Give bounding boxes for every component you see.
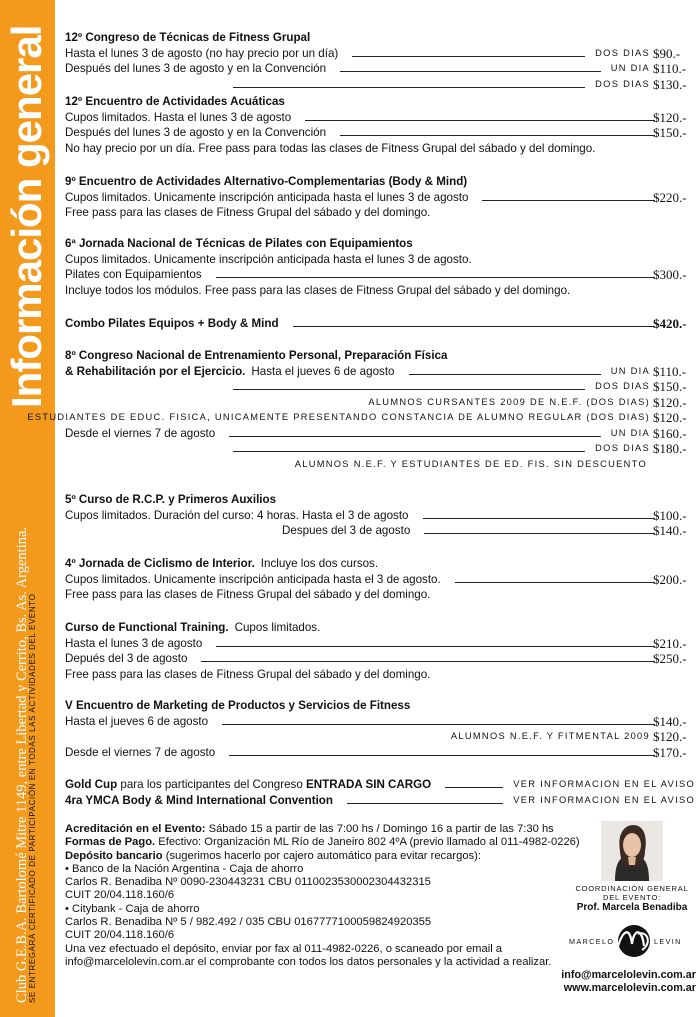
event-title-line	[65, 236, 695, 252]
event-block	[65, 174, 695, 221]
price-row	[65, 508, 695, 524]
sidebar-title: Información general	[3, 25, 50, 408]
sidebar	[0, 0, 55, 1017]
price-row	[65, 745, 695, 761]
gold-mid: para los participantes del Congreso	[117, 778, 307, 791]
leader-rule	[305, 120, 655, 121]
price-row	[65, 651, 695, 667]
day-tag: UN DIA	[610, 427, 650, 438]
event-title-cont: & Rehabilitación por el Ejercicio.	[65, 364, 246, 378]
event-title-line	[65, 348, 695, 364]
event-block	[65, 556, 695, 603]
price: $150.-	[653, 125, 687, 140]
venue-address: Club G.E.B.A. Bartolomé Mitre 1149, entre Libertad y Cerrito, Bs. As. Argentina.	[14, 526, 30, 1003]
price: $130.-	[653, 76, 687, 92]
day-tag: UN DIA	[610, 63, 650, 73]
price-row	[65, 283, 695, 299]
event-title: 4º Jornada de Ciclismo de Interior.	[65, 557, 255, 570]
leader-rule	[455, 582, 655, 583]
leader-rule	[233, 451, 585, 452]
leader-rule	[222, 724, 655, 725]
see-ad-tag: VER INFORMACION EN EL AVISO	[513, 795, 695, 805]
price-row	[65, 636, 695, 652]
leader-rule	[423, 518, 656, 519]
event-title-line	[65, 364, 695, 380]
event-title: V Encuentro de Marketing de Productos y Servicios de Fitness	[65, 699, 411, 712]
gold-title: Gold Cup	[65, 778, 118, 791]
price-row	[65, 141, 695, 157]
coordinator-photo	[601, 821, 663, 881]
event-title: 8º Congreso Nacional de Entrenamiento Personal, Preparación Física	[65, 349, 448, 362]
event-title: 5º Curso de R.C.P. y Primeros Auxilios	[65, 493, 277, 506]
event-title-note: Incluye los dos cursos.	[260, 557, 379, 570]
day-tag: DOS DIAS	[595, 443, 650, 453]
price-row	[65, 714, 695, 730]
gold-row	[65, 793, 695, 809]
price: $420.-	[653, 316, 687, 331]
event-title-note: Cupos limitados.	[234, 621, 321, 634]
price-row	[65, 587, 695, 603]
marcelo-levin-logo	[568, 916, 696, 966]
price-row	[65, 267, 695, 283]
day-tag: UN DIA	[610, 365, 650, 376]
leader-rule	[229, 436, 601, 437]
price-row	[65, 379, 695, 395]
leader-rule	[482, 200, 655, 201]
price-row	[65, 110, 695, 126]
price-row	[65, 667, 695, 683]
leader-rule	[445, 787, 503, 788]
coordinator-name: Prof. Marcela Benadiba	[576, 902, 688, 913]
event-title: 9º Encuentro de Actividades Alternativo-Complementarias (Body & Mind)	[65, 175, 468, 188]
payment-line: • Citybank - Caja de ahorro	[65, 902, 200, 915]
price-row	[65, 395, 695, 411]
price: $170.-	[653, 744, 687, 760]
event-title: Curso de Functional Training.	[65, 621, 229, 634]
event-block	[65, 94, 695, 156]
payment-line: • Banco de la Nación Argentina - Caja de ahorro	[65, 862, 304, 875]
row-label: Free pass para las clases de Fitness Grupal del sábado y del domingo.	[65, 667, 431, 681]
row-label: No hay precio por un día. Free pass para todas las clases de Fitness Grupal del sábado y del domingo.	[65, 141, 596, 155]
payment-info	[65, 823, 580, 969]
day-tag: DOS DIAS	[595, 47, 650, 58]
payment-line: CUIT 20/04.118.160/6	[65, 929, 175, 942]
price-row	[65, 190, 695, 206]
row-label: Free pass para las clases de Fitness Grupal del sábado y del domingo.	[65, 588, 431, 601]
event-title-line	[65, 620, 695, 636]
price: $140.-	[653, 523, 687, 538]
payment-line: info@marcelolevin.com.ar el comprobante con todos los datos personales y la actividad a realizar.	[65, 955, 552, 968]
leader-rule	[352, 56, 585, 57]
event-block	[65, 492, 695, 539]
price-row	[65, 77, 695, 93]
price: $90.-	[653, 45, 681, 61]
contact-website[interactable]: www.marcelolevin.com.ar	[563, 982, 696, 994]
event-title: 6ª Jornada Nacional de Técnicas de Pilates con Equipamientos	[65, 237, 413, 250]
price-row	[27, 410, 695, 426]
row-label: Desde el viernes 7 de agosto	[65, 426, 216, 440]
coordinator-label: COORDINACIÓN GENERAL DEL EVENTO:	[575, 884, 689, 902]
row-label: Cupos limitados. Unicamente inscripción anticipada hasta el lunes 3 de agosto.	[65, 252, 472, 266]
price: $120.-	[653, 729, 687, 744]
price: $200.-	[653, 571, 687, 587]
price-row	[65, 441, 695, 457]
row-label: Cupos limitados. Unicamente inscripción anticipada hasta el 3 de agosto.	[65, 572, 441, 586]
price-row	[65, 205, 695, 221]
price: $160.-	[653, 425, 687, 441]
row-label: Hasta el lunes 3 de agosto (no hay precio por un día)	[65, 46, 339, 60]
contact-email[interactable]: info@marcelolevin.com.ar	[561, 969, 696, 981]
price-row	[65, 61, 695, 77]
event-title: Combo Pilates Equipos + Body & Mind	[65, 317, 279, 330]
price: $110.-	[653, 363, 687, 379]
price-row	[65, 572, 695, 588]
event-title-line	[65, 698, 695, 714]
gold-line	[65, 777, 695, 793]
event-title-line	[65, 556, 695, 572]
payment-line: CUIT 20/04.118.160/6	[65, 889, 175, 902]
deposit-text: (sugerimos hacerlo por cajero automático para evitar recargos):	[162, 849, 481, 862]
price-row	[65, 46, 695, 62]
leader-rule	[293, 326, 655, 327]
leader-rule	[409, 374, 601, 375]
price-row	[65, 729, 695, 745]
price: $250.-	[653, 651, 687, 666]
event-title-line	[65, 94, 695, 110]
row-label: Cupos limitados. Hasta el lunes 3 de agosto	[65, 110, 292, 124]
day-tag: ALUMNOS N.E.F. Y FITMENTAL 2009	[450, 731, 650, 741]
payment-line: Carlos R. Benadiba Nº 0090-230443231 CBU 0110023530002304432315	[65, 876, 431, 889]
event-block	[27, 348, 695, 472]
day-tag: ALUMNOS N.E.F. Y ESTUDIANTES DE ED. FIS. SIN DESCUENTO	[294, 458, 647, 469]
leader-rule	[233, 389, 585, 390]
event-title: 12º Encuentro de Actividades Acuáticas	[65, 95, 285, 108]
see-ad-tag: VER INFORMACION EN EL AVISO	[513, 779, 695, 789]
contact-info	[560, 969, 696, 995]
accreditation-text: Sábado 15 a partir de las 7:00 hs / Domingo 16 a partir de las 7:30 hs	[205, 823, 554, 835]
day-tag: ESTUDIANTES DE EDUC. FISICA, UNICAMENTE PRESENTANDO CONSTANCIA DE ALUMNO REGULAR (DOS DIAS)	[27, 412, 650, 422]
event-block	[65, 30, 695, 92]
leader-rule	[201, 661, 655, 662]
row-label: Pilates con Equipamientos	[65, 268, 202, 281]
leader-rule	[424, 533, 655, 534]
row-label: Despues del 3 de agosto	[282, 524, 411, 537]
price: $210.-	[653, 635, 687, 651]
gold-highlight: ENTRADA SIN CARGO	[306, 778, 432, 791]
gold-text	[65, 777, 431, 793]
logo-left-text: MARCELO	[569, 937, 615, 946]
price: $150.-	[653, 379, 687, 394]
gold-row	[65, 777, 695, 793]
row-label: Free pass para las clases de Fitness Grupal del sábado y del domingo.	[65, 206, 431, 219]
event-block	[65, 236, 695, 298]
event-title: 12º Congreso de Técnicas de Fitness Grupal	[65, 31, 311, 44]
price-row	[65, 252, 695, 268]
price: $300.-	[653, 267, 687, 282]
leader-rule	[216, 646, 655, 647]
price: $140.-	[653, 713, 687, 729]
leader-rule	[233, 87, 585, 88]
event-block	[65, 316, 695, 332]
price-row	[65, 125, 695, 141]
row-label: Después del lunes 3 de agosto y en la Convención	[65, 126, 327, 139]
certificate-note: SE ENTREGARÁ CERTIFICADO DE PARTICIPACIÓN EN TODAS LAS ACTIVIDADES DEL EVENTO	[28, 593, 37, 1003]
logo-right-text: LEVIN	[654, 937, 682, 946]
event-title-line	[65, 174, 695, 190]
gold-text	[65, 793, 333, 809]
day-tag: DOS DIAS	[595, 381, 650, 391]
payment-line: Una vez efectuado el depósito, enviar por fax al 011-4982-0226, o scaneado por email a	[65, 942, 503, 955]
payment-forms-text: Efectivo: Organización ML Río de Janeiro 802 4ºA (previo llamado al 011-4982-0226)	[155, 836, 580, 849]
event-title-line	[65, 30, 695, 46]
gold-title: 4ra YMCA Body & Mind International Convention	[65, 794, 333, 807]
day-tag: ALUMNOS CURSANTES 2009 DE N.E.F. (DOS DIAS)	[368, 396, 650, 407]
payment-line: Carlos R. Benadiba Nº 5 / 982.492 / 035 CBU 0167777100059824920355	[65, 916, 432, 929]
row-label: Después del lunes 3 de agosto y en la Convención	[65, 62, 327, 75]
price: $120.-	[653, 410, 687, 425]
event-title-line	[65, 492, 695, 508]
payment-forms-label: Formas de Pago.	[65, 836, 156, 849]
price-row	[65, 457, 695, 473]
gold-line	[65, 793, 695, 809]
row-label: Hasta el lunes 3 de agosto	[65, 636, 203, 650]
event-block	[65, 698, 695, 760]
row-label: Desde el viernes 7 de agosto	[65, 745, 216, 759]
price: $120.-	[653, 394, 687, 410]
price: $110.-	[653, 61, 687, 76]
event-title-line	[65, 316, 695, 332]
row-label: Depués del 3 de agosto	[65, 652, 188, 665]
accreditation-label: Acreditación en el Evento:	[65, 823, 206, 835]
event-block	[65, 620, 695, 682]
row-label: Cupos limitados. Duración del curso: 4 horas. Hasta el 3 de agosto	[65, 508, 409, 522]
day-tag: DOS DIAS	[595, 78, 650, 89]
leader-rule	[340, 135, 655, 136]
price: $180.-	[653, 441, 687, 456]
price-row	[65, 426, 695, 442]
price: $120.-	[653, 109, 687, 125]
event-title-note: Hasta el jueves 6 de agosto	[251, 364, 395, 378]
row-label: Incluye todos los módulos. Free pass para las clases de Fitness Grupal del sábado y del domingo.	[65, 283, 571, 297]
leader-rule	[216, 277, 655, 278]
leader-rule	[347, 803, 503, 804]
deposit-label: Depósito bancario	[65, 849, 163, 862]
price: $100.-	[653, 507, 687, 523]
row-label: Cupos limitados. Unicamente inscripción anticipada hasta el lunes 3 de agosto	[65, 190, 469, 204]
leader-rule	[229, 755, 655, 756]
price: $220.-	[653, 189, 687, 205]
leader-rule	[340, 71, 601, 72]
row-label: Hasta el jueves 6 de agosto	[65, 714, 209, 728]
price-row	[65, 523, 695, 539]
